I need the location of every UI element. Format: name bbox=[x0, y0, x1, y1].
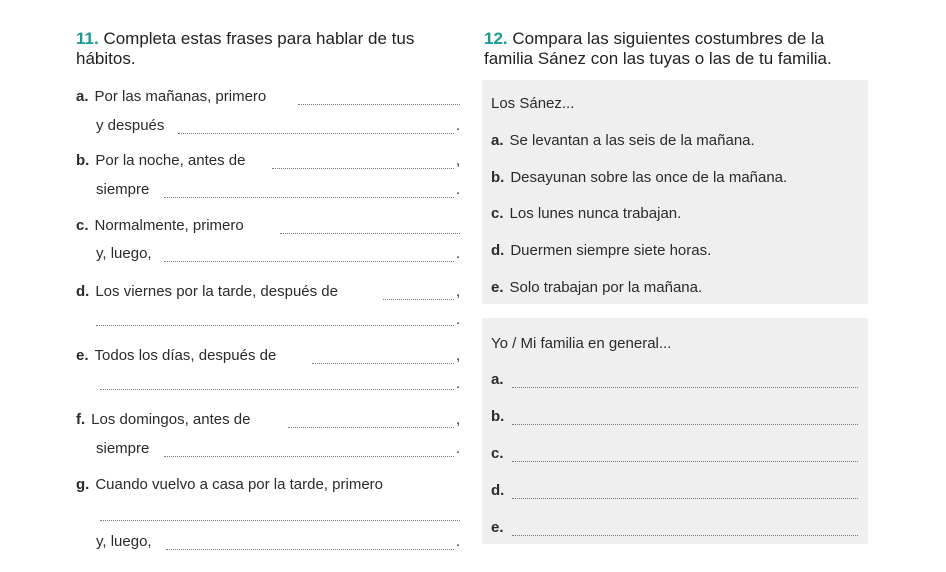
ex11-blank-e1[interactable] bbox=[312, 363, 454, 364]
exercise-12-title-line1: Compara las siguientes costumbres de la bbox=[512, 29, 825, 48]
item-text: Cuando vuelvo a casa por la tarde, primero bbox=[95, 476, 384, 493]
ex11-item-f-cont bbox=[96, 440, 149, 458]
ex11-item-g bbox=[76, 476, 383, 494]
exercise-11-title-line1: Completa estas frases para hablar de tus bbox=[103, 29, 415, 48]
item-text: Normalmente, primero bbox=[94, 217, 244, 234]
exercise-11-title-line2: hábitos. bbox=[76, 49, 136, 68]
my-family-blank-e[interactable] bbox=[512, 535, 858, 536]
exercise-11-title bbox=[76, 29, 414, 69]
ex11-item-a bbox=[76, 88, 266, 106]
sanez-item-e bbox=[491, 279, 702, 297]
item-punct: , bbox=[456, 411, 461, 428]
my-family-item-b bbox=[491, 408, 510, 426]
item-text: Los viernes por la tarde, después de bbox=[95, 283, 338, 300]
item-text: y después bbox=[96, 117, 165, 134]
item-punct: . bbox=[456, 311, 461, 328]
my-family-blank-a[interactable] bbox=[512, 387, 858, 388]
sanez-item-c bbox=[491, 205, 681, 223]
my-family-blank-d[interactable] bbox=[512, 498, 858, 499]
ex11-item-d bbox=[76, 283, 338, 301]
my-family-item-a bbox=[491, 371, 510, 389]
item-letter: d. bbox=[76, 283, 90, 300]
ex11-blank-g2[interactable] bbox=[166, 549, 454, 550]
ex11-blank-a1[interactable] bbox=[298, 104, 460, 105]
item-letter: c. bbox=[76, 217, 89, 234]
ex11-blank-e2[interactable] bbox=[100, 389, 454, 390]
ex11-item-f bbox=[76, 411, 250, 429]
my-family-item-d bbox=[491, 482, 510, 500]
item-letter: a. bbox=[76, 88, 89, 105]
item-punct: , bbox=[456, 152, 461, 169]
ex11-item-b-cont bbox=[96, 181, 149, 199]
item-text: Por la noche, antes de bbox=[95, 152, 246, 169]
sanez-item-a bbox=[491, 132, 755, 150]
item-text: Todos los días, después de bbox=[94, 347, 277, 364]
item-punct: . bbox=[456, 245, 461, 262]
item-punct: . bbox=[456, 440, 461, 457]
exercise-12-number: 12. bbox=[484, 29, 508, 48]
item-letter: b. bbox=[491, 408, 505, 425]
item-letter: d. bbox=[491, 482, 505, 499]
ex11-blank-f1[interactable] bbox=[288, 427, 454, 428]
item-text: Los domingos, antes de bbox=[91, 411, 251, 428]
ex11-item-b bbox=[76, 152, 245, 170]
item-text: y, luego, bbox=[96, 533, 152, 550]
ex11-item-e bbox=[76, 347, 276, 365]
my-family-item-e bbox=[491, 519, 510, 537]
ex11-blank-d2[interactable] bbox=[96, 325, 454, 326]
ex11-blank-c2[interactable] bbox=[164, 261, 454, 262]
ex11-blank-a2[interactable] bbox=[178, 133, 454, 134]
item-letter: c. bbox=[491, 445, 504, 462]
ex11-blank-d1[interactable] bbox=[383, 299, 454, 300]
item-text: Los lunes nunca trabajan. bbox=[509, 205, 682, 222]
my-family-heading: Yo / Mi familia en general... bbox=[491, 335, 672, 352]
exercise-11-number: 11. bbox=[76, 29, 99, 48]
item-text: siempre bbox=[96, 181, 150, 198]
ex11-item-a-cont bbox=[96, 117, 164, 135]
item-text: Duermen siempre siete horas. bbox=[510, 242, 712, 259]
item-letter: d. bbox=[491, 242, 505, 259]
sanez-item-d bbox=[491, 242, 711, 260]
my-family-blank-c[interactable] bbox=[512, 461, 858, 462]
item-punct: . bbox=[456, 181, 461, 198]
item-letter: b. bbox=[491, 169, 505, 186]
item-text: Solo trabajan por la mañana. bbox=[509, 279, 703, 296]
ex11-item-c bbox=[76, 217, 244, 235]
item-letter: e. bbox=[76, 347, 89, 364]
exercise-12-title-line2: familia Sánez con las tuyas o las de tu familia. bbox=[484, 49, 832, 68]
item-text: Desayunan sobre las once de la mañana. bbox=[510, 169, 788, 186]
sanez-habits-box bbox=[482, 80, 868, 304]
ex11-blank-b2[interactable] bbox=[164, 197, 454, 198]
item-letter: f. bbox=[76, 411, 86, 428]
ex11-item-c-cont bbox=[96, 245, 152, 263]
sanez-heading: Los Sánez... bbox=[491, 95, 575, 112]
item-punct: , bbox=[456, 347, 461, 364]
item-punct: , bbox=[456, 283, 461, 300]
ex11-blank-g1[interactable] bbox=[100, 520, 460, 521]
ex11-item-g-cont bbox=[96, 533, 152, 551]
exercise-12-title bbox=[484, 29, 832, 69]
item-text: y, luego, bbox=[96, 245, 152, 262]
item-text: Se levantan a las seis de la mañana. bbox=[509, 132, 755, 149]
item-text: Por las mañanas, primero bbox=[94, 88, 267, 105]
ex11-blank-f2[interactable] bbox=[164, 456, 454, 457]
item-letter: b. bbox=[76, 152, 90, 169]
item-text: siempre bbox=[96, 440, 150, 457]
item-letter: a. bbox=[491, 371, 504, 388]
item-punct: . bbox=[456, 117, 461, 134]
my-family-blank-b[interactable] bbox=[512, 424, 858, 425]
item-punct: . bbox=[456, 375, 461, 392]
item-letter: c. bbox=[491, 205, 504, 222]
item-letter: g. bbox=[76, 476, 90, 493]
item-letter: e. bbox=[491, 279, 504, 296]
item-letter: e. bbox=[491, 519, 504, 536]
ex11-blank-b1[interactable] bbox=[272, 168, 454, 169]
item-letter: a. bbox=[491, 132, 504, 149]
my-family-item-c bbox=[491, 445, 510, 463]
ex11-blank-c1[interactable] bbox=[280, 233, 460, 234]
item-punct: . bbox=[456, 533, 461, 550]
sanez-item-b bbox=[491, 169, 787, 187]
